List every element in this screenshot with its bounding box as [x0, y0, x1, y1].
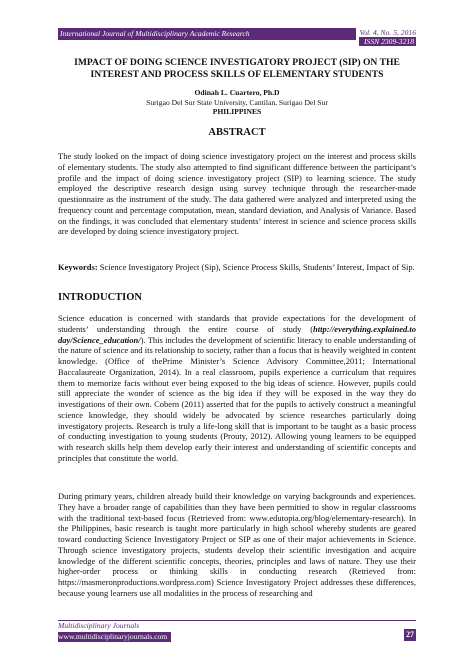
footer-journal: Multidisciplinary Journals — [58, 621, 140, 630]
introduction-paragraph-1 — [58, 313, 416, 464]
intro-p1-link[interactable]: http://everything.explained.to day/Science_education/ — [58, 323, 416, 345]
keywords-text: Science Investigatory Project (Sip), Science Process Skills, Students’ Interest, Impact of Sip. — [97, 262, 415, 272]
author-affiliation: Surigao Del Sur State University, Cantilan, Surigao Del Sur — [146, 97, 328, 107]
intro-p1-part-a: Science education is concerned with standards that provide expectations for the development of students’ understanding through the entire course of study ( — [58, 313, 416, 334]
header-journal-name: International Journal of Multidisciplinary Academic Research — [60, 29, 250, 38]
keywords — [58, 262, 416, 273]
keywords-label: Keywords: — [58, 262, 98, 272]
author-name: Odinah L. Cuartero, Ph.D — [194, 88, 280, 97]
introduction-paragraph-2: During primary years, children already build their knowledge on varying backgrounds and experiences. They have a broader range of capabilities than they have been permitted to show in regular classrooms with the traditional text-based focus (Retrieved from: www.edutopia.org/blog/elementary-research). In the Philippines, basic research is taught more particularly in high school whereby students are geared toward conducting Science Investigatory Project or SIP as one of their major achievements in Science. Through science investigatory projects, students develop their scientific investigation and acquire knowledge of the different scientific concepts, theories, principles and laws of nature. They use their higher-order process or thinking skills in conducting research (Retrieved from: https://masmeronproductions.wordpress.com) Science Investigatory Project addresses these differences, because young learners use all modalities in the process of researching and — [58, 491, 416, 598]
author-block — [58, 88, 416, 117]
author-country: PHILIPPINES — [212, 107, 262, 116]
header-issn: ISSN 2309-3218 — [359, 37, 416, 46]
introduction-heading: INTRODUCTION — [58, 292, 143, 303]
header-volume-issn — [356, 28, 416, 46]
running-header — [58, 28, 416, 46]
abstract-text: The study looked on the impact of doing science investigatory project on the interest and process skills of elementary students. The study also attempted to find significant difference between the participant’s profile and the impact of doing science investigatory project (SIP) to learning science. The study employed the descriptive research design using survey technique through the researcher-made questionnaire as the instrument of the study. The data gathered were analyzed and interpreted using the frequency count and percentage computation, mean, standard deviation, and Analysis of Variance. Based on the findings, it was concluded that elementary students’ interest in science and science process skills are developed by doing science investigatory project. — [58, 151, 416, 237]
abstract-heading: ABSTRACT — [208, 127, 266, 138]
footer-website-link[interactable]: www.multidisciplinaryjournals.com — [58, 632, 171, 642]
running-footer — [58, 620, 416, 642]
page-number: 27 — [406, 630, 414, 639]
paper-title: IMPACT OF DOING SCIENCE INVESTIGATORY PROJECT (SIP) ON THE INTEREST AND PROCESS SKILLS OF ELEMENTARY STUDENTS — [74, 57, 400, 80]
intro-p1-part-b: ). This includes the development of scientific literacy to enable understanding of the nature of science and its relationship to society, rather than a focus that is heavily weighted in content knowledge. (Office of thePrime Minister’s Science Advisory Committee,2011; International Baccalaureate Organization, 2014). In a real classroom, pupils experience a curriculum that requires them to memorize facts without ever being exposed to the big ideas of science. However, pupils could still appreciate the wonder of science as the big idea if they will be exposed in the way they do investigations of their own. Cobern (2011) asserted that for the pupils to actively construct a meaningful science knowledge, they should widely be advocated by science researches particularly doing investigatory projects. Research is truly a life-long skill that is important to be taught as a basic process of conducting investigation to young students (Prouty, 2012). Allowing young learners to be equipped with research skills help them develop early their interest and understanding of scientific concepts and principles that constitute the world. — [58, 334, 416, 463]
header-volume: Vol. 4, No. 5, 2016 — [359, 28, 416, 37]
